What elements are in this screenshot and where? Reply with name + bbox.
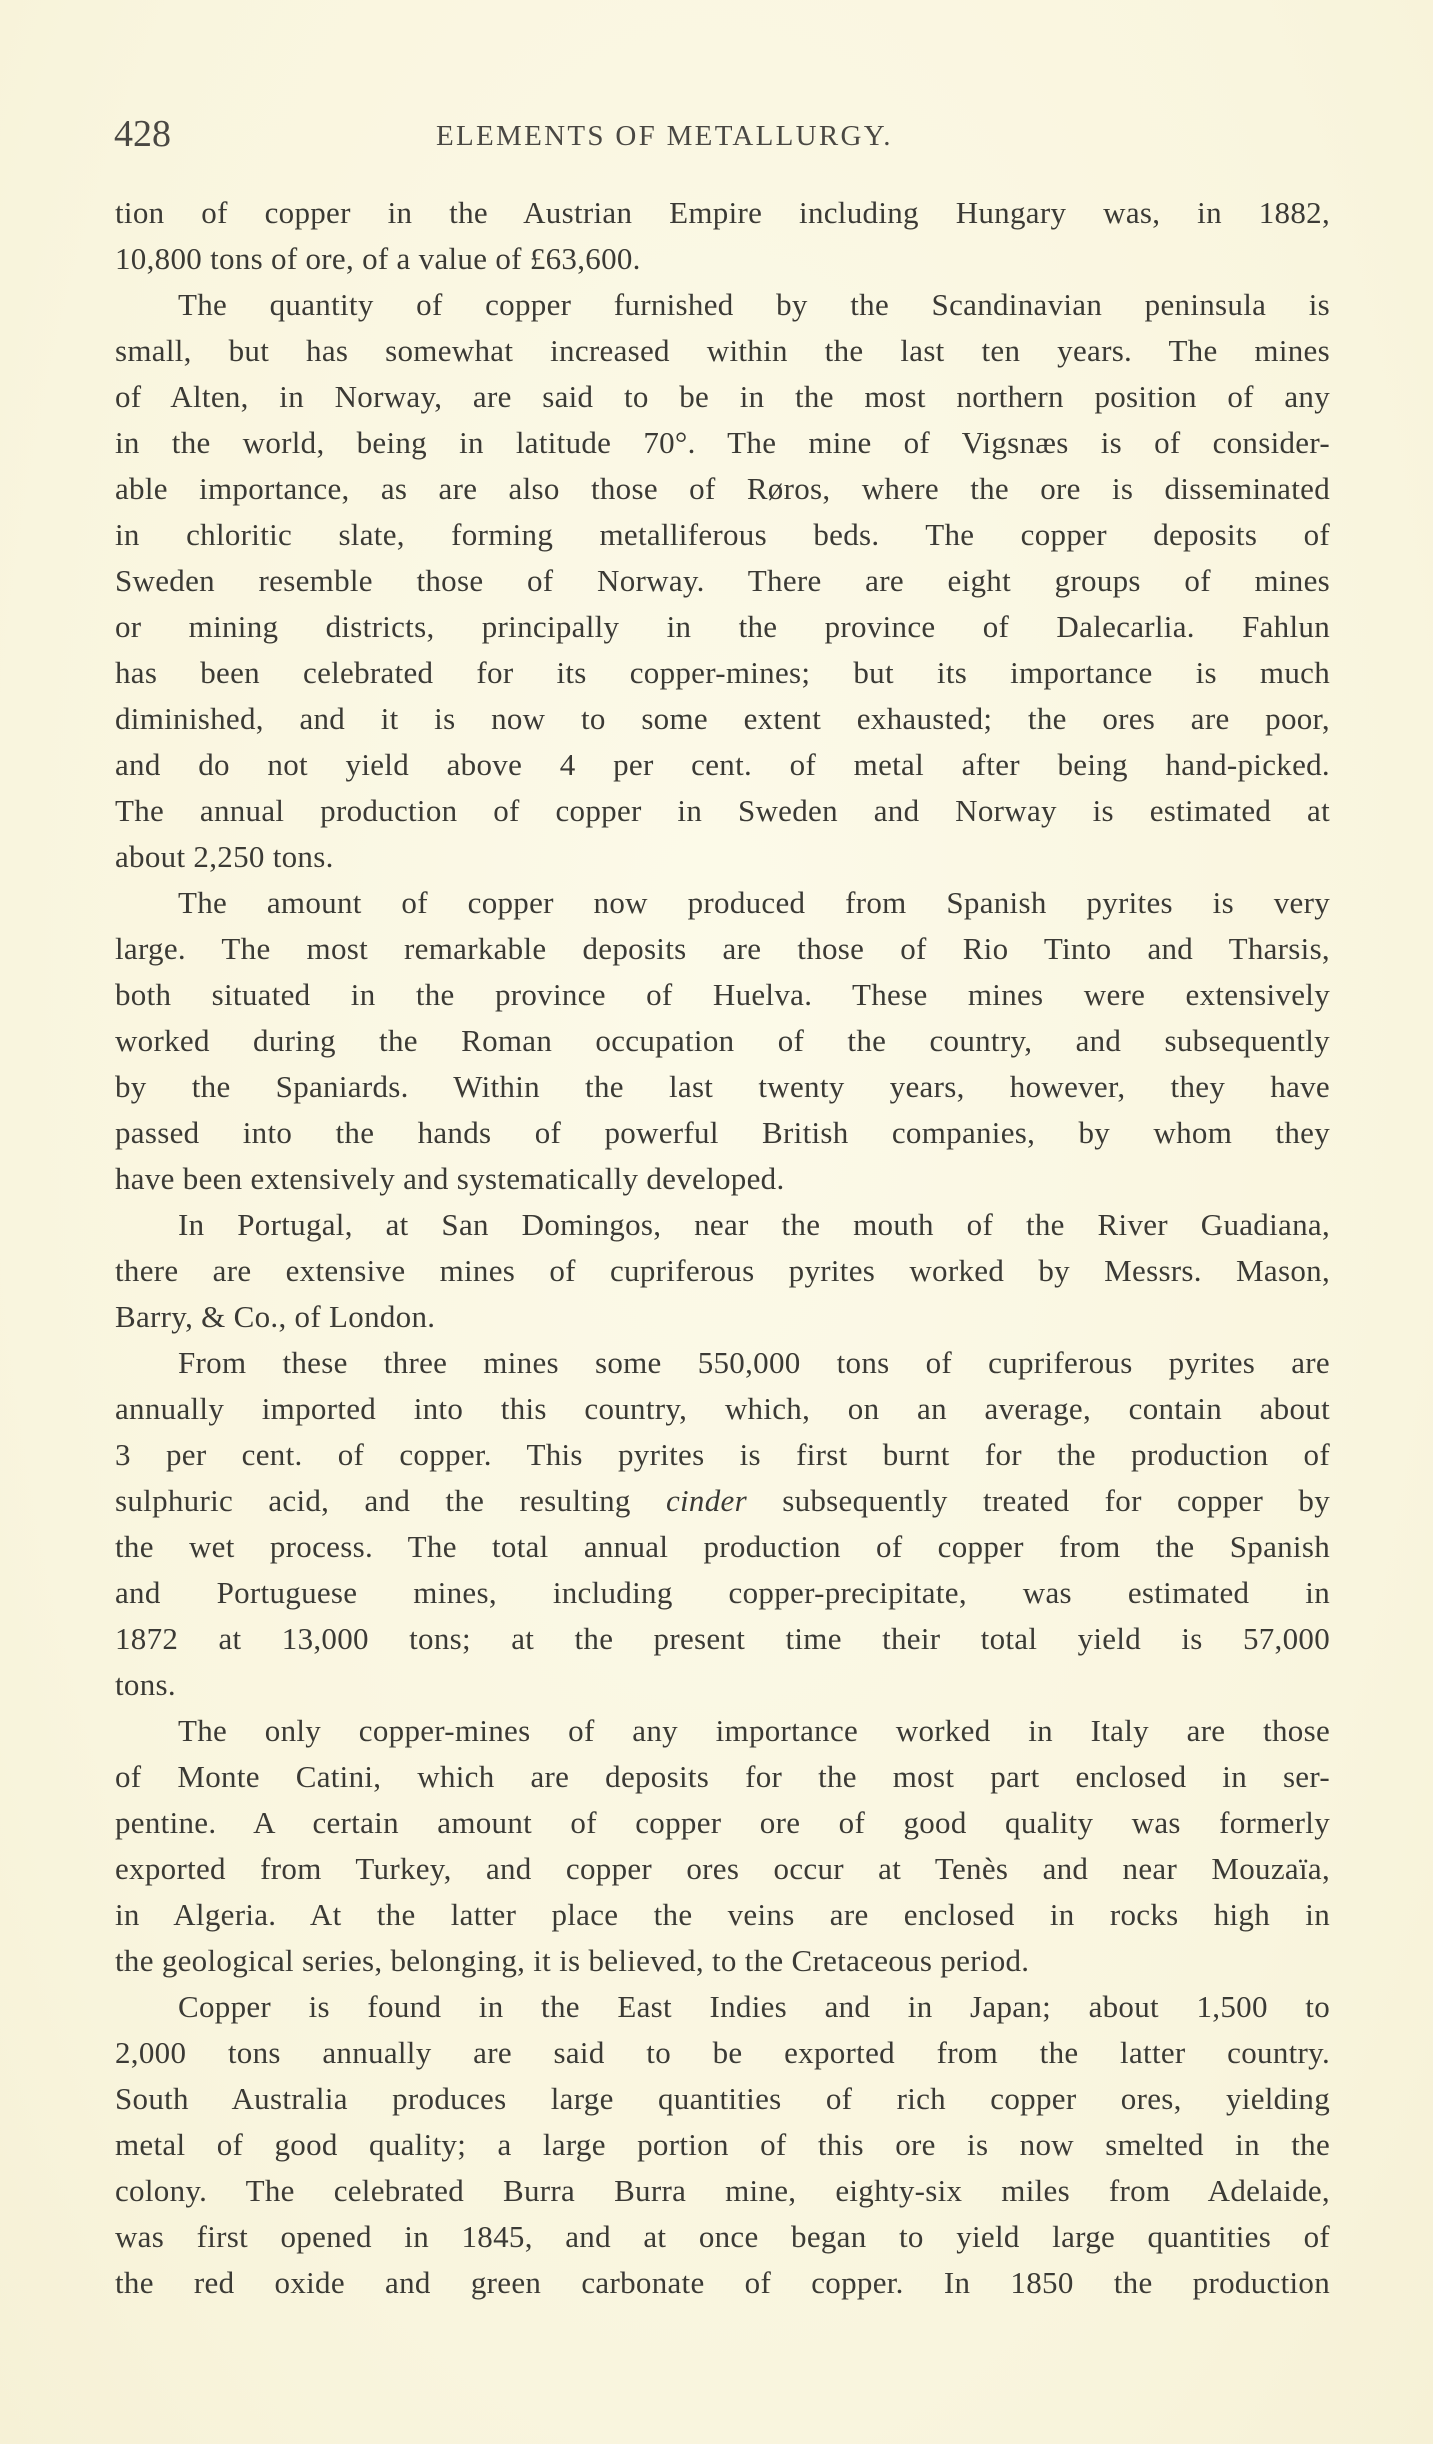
text-line: diminished, and it is now to some extent exhausted; the ores are poor, <box>115 701 1330 736</box>
text-span: sulphuric acid, and the resulting <box>115 1483 666 1518</box>
text-line: in the world, being in latitude 70°. The mine of Vigsnæs is of consider- <box>115 425 1330 460</box>
text-line: The only copper-mines of any importance worked in Italy are those <box>178 1713 1330 1748</box>
text-line: exported from Turkey, and copper ores occur at Tenès and near Mouzaïa, <box>115 1851 1330 1886</box>
text-line: metal of good quality; a large portion of this ore is now smelted in the <box>115 2127 1330 2162</box>
text-line: In Portugal, at San Domingos, near the mouth of the River Guadiana, <box>178 1207 1330 1242</box>
text-line: pentine. A certain amount of copper ore of good quality was formerly <box>115 1805 1330 1840</box>
text-line: in Algeria. At the latter place the veins are enclosed in rocks high in <box>115 1897 1330 1932</box>
body-text <box>115 190 1330 2306</box>
text-line: Barry, & Co., of London. <box>115 1299 436 1334</box>
text-line: The amount of copper now produced from Spanish pyrites is very <box>178 885 1330 920</box>
running-head <box>114 112 1330 156</box>
text-line: Copper is found in the East Indies and in Japan; about 1,500 to <box>178 1989 1330 2024</box>
text-line: there are extensive mines of cupriferous pyrites worked by Messrs. Mason, <box>115 1253 1330 1288</box>
text-line: 2,000 tons annually are said to be exported from the latter country. <box>115 2035 1330 2070</box>
text-line: large. The most remarkable deposits are those of Rio Tinto and Tharsis, <box>115 931 1330 966</box>
text-line: or mining districts, principally in the province of Dalecarlia. Fahlun <box>115 609 1330 644</box>
text-line: tion of copper in the Austrian Empire including Hungary was, in 1882, <box>115 195 1330 230</box>
text-line: tons. <box>115 1667 176 1702</box>
text-line: From these three mines some 550,000 tons of cupriferous pyrites are <box>178 1345 1330 1380</box>
text-line: about 2,250 tons. <box>115 839 334 874</box>
text-line: and Portuguese mines, including copper-precipitate, was estimated in <box>115 1575 1330 1610</box>
text-line: passed into the hands of powerful British companies, by whom they <box>115 1115 1330 1150</box>
text-line: South Australia produces large quantities of rich copper ores, yielding <box>115 2081 1330 2116</box>
text-line: able importance, as are also those of Røros, where the ore is disseminated <box>115 471 1330 506</box>
text-line: 1872 at 13,000 tons; at the present time their total yield is 57,000 <box>115 1621 1330 1656</box>
text-line: 10,800 tons of ore, of a value of £63,600. <box>115 241 641 276</box>
page-number: 428 <box>114 113 171 155</box>
text-line: the wet process. The total annual production of copper from the Spanish <box>115 1529 1330 1564</box>
text-line: small, but has somewhat increased within the last ten years. The mines <box>115 333 1330 368</box>
text-line: has been celebrated for its copper-mines; but its importance is much <box>115 655 1330 690</box>
running-title: ELEMENTS OF METALLURGY. <box>436 120 893 152</box>
text-line: colony. The celebrated Burra Burra mine, eighty-six miles from Adelaide, <box>115 2173 1330 2208</box>
text-line: was first opened in 1845, and at once began to yield large quantities of <box>115 2219 1330 2254</box>
text-line: 3 per cent. of copper. This pyrites is first burnt for the production of <box>115 1437 1330 1472</box>
text-line: in chloritic slate, forming metalliferous beds. The copper deposits of <box>115 517 1330 552</box>
text-line: the red oxide and green carbonate of copper. In 1850 the production <box>115 2265 1330 2300</box>
text-span: subsequently treated for copper by <box>746 1483 1330 1518</box>
text-line: the geological series, belonging, it is believed, to the Cretaceous period. <box>115 1943 1030 1978</box>
text-line <box>115 1478 1330 1524</box>
text-line: annually imported into this country, which, on an average, contain about <box>115 1391 1330 1426</box>
text-line: The quantity of copper furnished by the Scandinavian peninsula is <box>178 287 1330 322</box>
text-line: The annual production of copper in Sweden and Norway is estimated at <box>115 793 1330 828</box>
text-line: both situated in the province of Huelva. These mines were extensively <box>115 977 1330 1012</box>
text-line: worked during the Roman occupation of the country, and subsequently <box>115 1023 1330 1058</box>
text-line: by the Spaniards. Within the last twenty years, however, they have <box>115 1069 1330 1104</box>
text-line: have been extensively and systematically developed. <box>115 1161 785 1196</box>
italic-term: cinder <box>665 1483 747 1518</box>
text-line: and do not yield above 4 per cent. of metal after being hand-picked. <box>115 747 1330 782</box>
text-line: of Monte Catini, which are deposits for the most part enclosed in ser- <box>115 1759 1330 1794</box>
text-line: Sweden resemble those of Norway. There are eight groups of mines <box>115 563 1330 598</box>
text-line: of Alten, in Norway, are said to be in the most northern position of any <box>115 379 1330 414</box>
